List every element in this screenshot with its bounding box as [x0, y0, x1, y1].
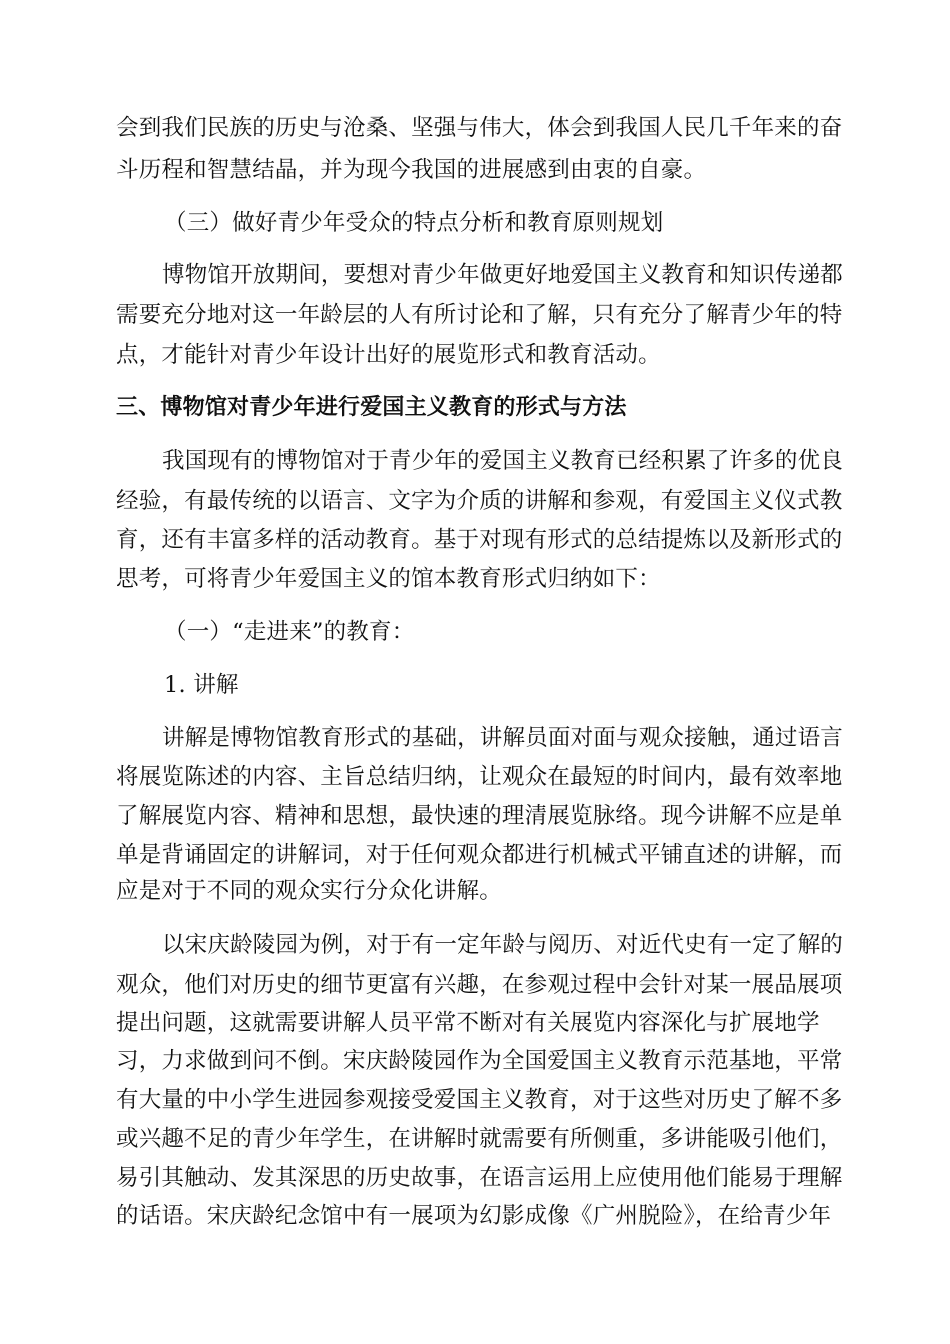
- paragraph-line: 有大量的中小学生进园参观接受爱国主义教育，对于这些对历史了解不多: [116, 1087, 843, 1113]
- numbered-heading: 1. 讲解: [164, 672, 239, 698]
- paragraph-line: 以宋庆龄陵园为例，对于有一定年龄与阅历、对近代史有一定了解的: [162, 932, 844, 958]
- paragraph-line: 博物馆开放期间，要想对青少年做更好地爱国主义教育和知识传递都: [162, 262, 844, 288]
- paragraph-line: 单是背诵固定的讲解词，对于任何观众都进行机械式平铺直述的讲解，而: [116, 842, 843, 868]
- paragraph-line: 或兴趣不足的青少年学生，在讲解时就需要有所侧重，多讲能吸引他们，: [116, 1126, 843, 1152]
- paragraph-line: 的话语。宋庆龄纪念馆中有一展项为幻影成像《广州脱险》，在给青少年: [116, 1203, 832, 1229]
- paragraph-line: 思考，可将青少年爱国主义的馆本教育形式归纳如下：: [116, 566, 661, 592]
- paragraph-line: 育，还有丰富多样的活动教育。基于对现有形式的总结提炼以及新形式的: [116, 527, 843, 553]
- paragraph-line: 会到我们民族的历史与沧桑、坚强与伟大，体会到我国人民几千年来的奋: [116, 115, 843, 141]
- paragraph-line: 我国现有的博物馆对于青少年的爱国主义教育已经积累了许多的优良: [162, 448, 844, 474]
- paragraph-line: 习，力求做到问不倒。宋庆龄陵园作为全国爱国主义教育示范基地，平常: [116, 1048, 843, 1074]
- paragraph-line: 了解展览内容、精神和思想，最快速的理清展览脉络。现今讲解不应是单: [116, 803, 843, 829]
- paragraph-line: 易引其触动、发其深思的历史故事，在语言运用上应使用他们能易于理解: [116, 1165, 843, 1191]
- paragraph-line: 讲解是博物馆教育形式的基础，讲解员面对面与观众接触，通过语言: [162, 725, 844, 751]
- section-subheading: （一）“走进来”的教育：: [164, 619, 415, 645]
- paragraph-line: 点，才能针对青少年设计出好的展览形式和教育活动。: [116, 342, 661, 368]
- paragraph-line: 提出问题，这就需要讲解人员平常不断对有关展览内容深化与扩展地学: [116, 1010, 820, 1036]
- paragraph-line: 经验，有最传统的以语言、文字为介质的讲解和参观，有爱国主义仪式教: [116, 488, 843, 514]
- paragraph-line: 应是对于不同的观众实行分众化讲解。: [116, 878, 502, 904]
- paragraph-line: 观众，他们对历史的细节更富有兴趣，在参观过程中会针对某一展品展项: [116, 972, 843, 998]
- paragraph-line: 斗历程和智慧结晶，并为现今我国的进展感到由衷的自豪。: [116, 157, 707, 183]
- section-heading: 三、博物馆对青少年进行爱国主义教育的形式与方法: [116, 395, 627, 420]
- paragraph-line: 需要充分地对这一年龄层的人有所讨论和了解，只有充分了解青少年的特: [116, 302, 843, 328]
- section-subheading: （三）做好青少年受众的特点分析和教育原则规划: [164, 210, 664, 236]
- paragraph-line: 将展览陈述的内容、主旨总结归纳，让观众在最短的时间内，最有效率地: [116, 764, 843, 790]
